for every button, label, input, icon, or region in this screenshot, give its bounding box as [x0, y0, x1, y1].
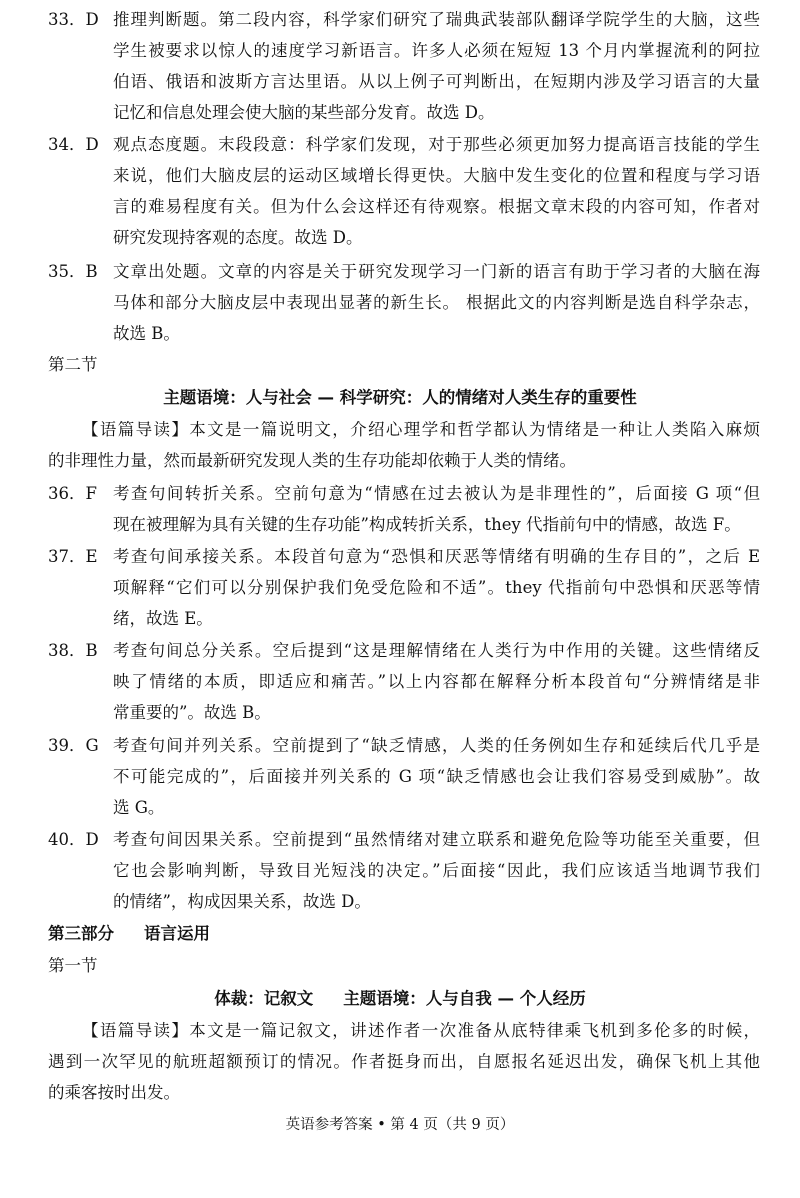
answer-line: 考查句间转折关系。空前句意为“情感在过去被认为是非理性的”，后面接 G 项“但 [113, 484, 760, 503]
answer-line: 现在被理解为具有关键的生存功能”构成转折关系，they 代指前句中的情感，故选 F。 [113, 515, 741, 534]
answer-line: 常重要的”。故选 B。 [113, 703, 271, 722]
answer-line: 文章出处题。文章的内容是关于研究发现学习一门新的语言有助于学习者的大脑在海 [113, 262, 760, 281]
answer-item-36 [48, 478, 760, 540]
answer-line: 的情绪”，构成因果关系，故选 D。 [113, 892, 371, 911]
answer-number: 33．D [48, 10, 99, 29]
passage-guide-line: 【语篇导读】本文是一篇说明文，介绍心理学和哲学都认为情绪是一种让人类陷入麻烦 [82, 420, 760, 439]
section-theme-title: 主题语境：人与社会 — 科学研究：人的情绪对人类生存的重要性 [163, 388, 637, 407]
answer-line: 学生被要求以惊人的速度学习新语言。许多人必须在短短 13 个月内掌握流利的阿拉 [113, 41, 760, 60]
answer-number: 36．F [48, 484, 97, 503]
answer-line: 考查句间总分关系。空后提到“这是理解情绪在人类行为中作用的关键。这些情绪反 [113, 641, 760, 660]
answer-line: 记忆和信息处理会使大脑的某些部分发育。故选 D。 [113, 103, 495, 122]
passage-guide [48, 1015, 760, 1108]
section-label: 第一节 [48, 956, 98, 975]
answer-line: 研究发现持客观的态度。故选 D。 [113, 228, 363, 247]
passage-guide-line: 的非理性力量，然而最新研究发现人类的生存功能却依赖于人类的情绪。 [48, 451, 576, 470]
answer-line: 映了情绪的本质，即适应和痛苦。”以上内容都在解释分析本段首句“分辨情绪是非 [113, 672, 760, 691]
answer-number: 37．E [48, 547, 98, 566]
passage-guide-line: 遇到一次罕见的航班超额预订的情况。作者挺身而出，自愿报名延迟出发，确保飞机上其他 [48, 1052, 760, 1071]
part-name: 语言运用 [144, 924, 210, 943]
theme-label: 主题语境：人与自我 — 个人经历 [343, 989, 586, 1008]
answer-line: 伯语、俄语和波斯方言达里语。从以上例子可判断出，在短期内涉及学习语言的大量 [113, 72, 760, 91]
answer-item-35 [48, 256, 760, 349]
answer-line: 项解释“它们可以分别保护我们免受危险和不适”。they 代指前句中恐惧和厌恶等情 [113, 578, 760, 597]
answer-line: 故选 B。 [113, 324, 180, 343]
passage-guide-line: 【语篇导读】本文是一篇记叙文，讲述作者一次准备从底特律乘飞机到多伦多的时候， [82, 1021, 760, 1040]
answer-item-37 [48, 541, 760, 634]
answer-line: 选 G。 [113, 798, 165, 817]
answer-item-40 [48, 824, 760, 917]
answer-number: 40．D [48, 830, 99, 849]
answer-number: 35．B [48, 262, 98, 281]
answer-line: 不可能完成的”，后面接并列关系的 G 项“缺乏情感也会让我们容易受到威胁”。故 [113, 767, 760, 786]
answer-line: 马体和部分大脑皮层中表现出显著的新生长。 根据此文的内容判断是选自科学杂志， [113, 293, 760, 312]
answer-line: 考查句间因果关系。空前提到“虽然情绪对建立联系和避免危险等功能至关重要，但 [113, 830, 760, 849]
section-label: 第二节 [48, 355, 98, 374]
answer-number: 38．B [48, 641, 98, 660]
answer-line: 推理判断题。第二段内容，科学家们研究了瑞典武装部队翻译学院学生的大脑，这些 [113, 10, 760, 29]
answer-line: 来说，他们大脑皮层的运动区域增长得更快。大脑中发生变化的位置和程度与学习语 [113, 166, 760, 185]
part-heading [48, 918, 210, 949]
genre-label: 体裁：记叙文 [214, 989, 314, 1008]
passage-guide-line: 的乘客按时出发。 [48, 1083, 180, 1102]
answer-line: 绪，故选 E。 [113, 609, 213, 628]
answer-line: 考查句间并列关系。空前提到了“缺乏情感，人类的任务例如生存和延续后代几乎是 [113, 736, 760, 755]
answer-number: 34．D [48, 135, 99, 154]
answer-line: 观点态度题。末段段意：科学家们发现，对于那些必须更加努力提高语言技能的学生 [113, 135, 760, 154]
part-label: 第三部分 [48, 924, 114, 943]
answer-item-38 [48, 635, 760, 728]
answer-line: 言的难易程度有关。但为什么会这样还有待观察。根据文章末段的内容可知，作者对 [113, 197, 760, 216]
page-footer: 英语参考答案 • 第 4 页（共 9 页） [285, 1117, 515, 1133]
answer-line: 考查句间承接关系。本段首句意为“恐惧和厌恶等情绪有明确的生存目的”，之后 E [113, 547, 760, 566]
answer-item-34 [48, 129, 760, 253]
answer-item-33 [48, 4, 760, 128]
answer-number: 39．G [48, 736, 99, 755]
section-theme-title [0, 983, 800, 1014]
passage-guide [48, 414, 760, 476]
answer-line: 它也会影响判断，导致目光短浅的决定。”后面接“因此，我们应该适当地调节我们 [113, 861, 760, 880]
answer-item-39 [48, 730, 760, 823]
